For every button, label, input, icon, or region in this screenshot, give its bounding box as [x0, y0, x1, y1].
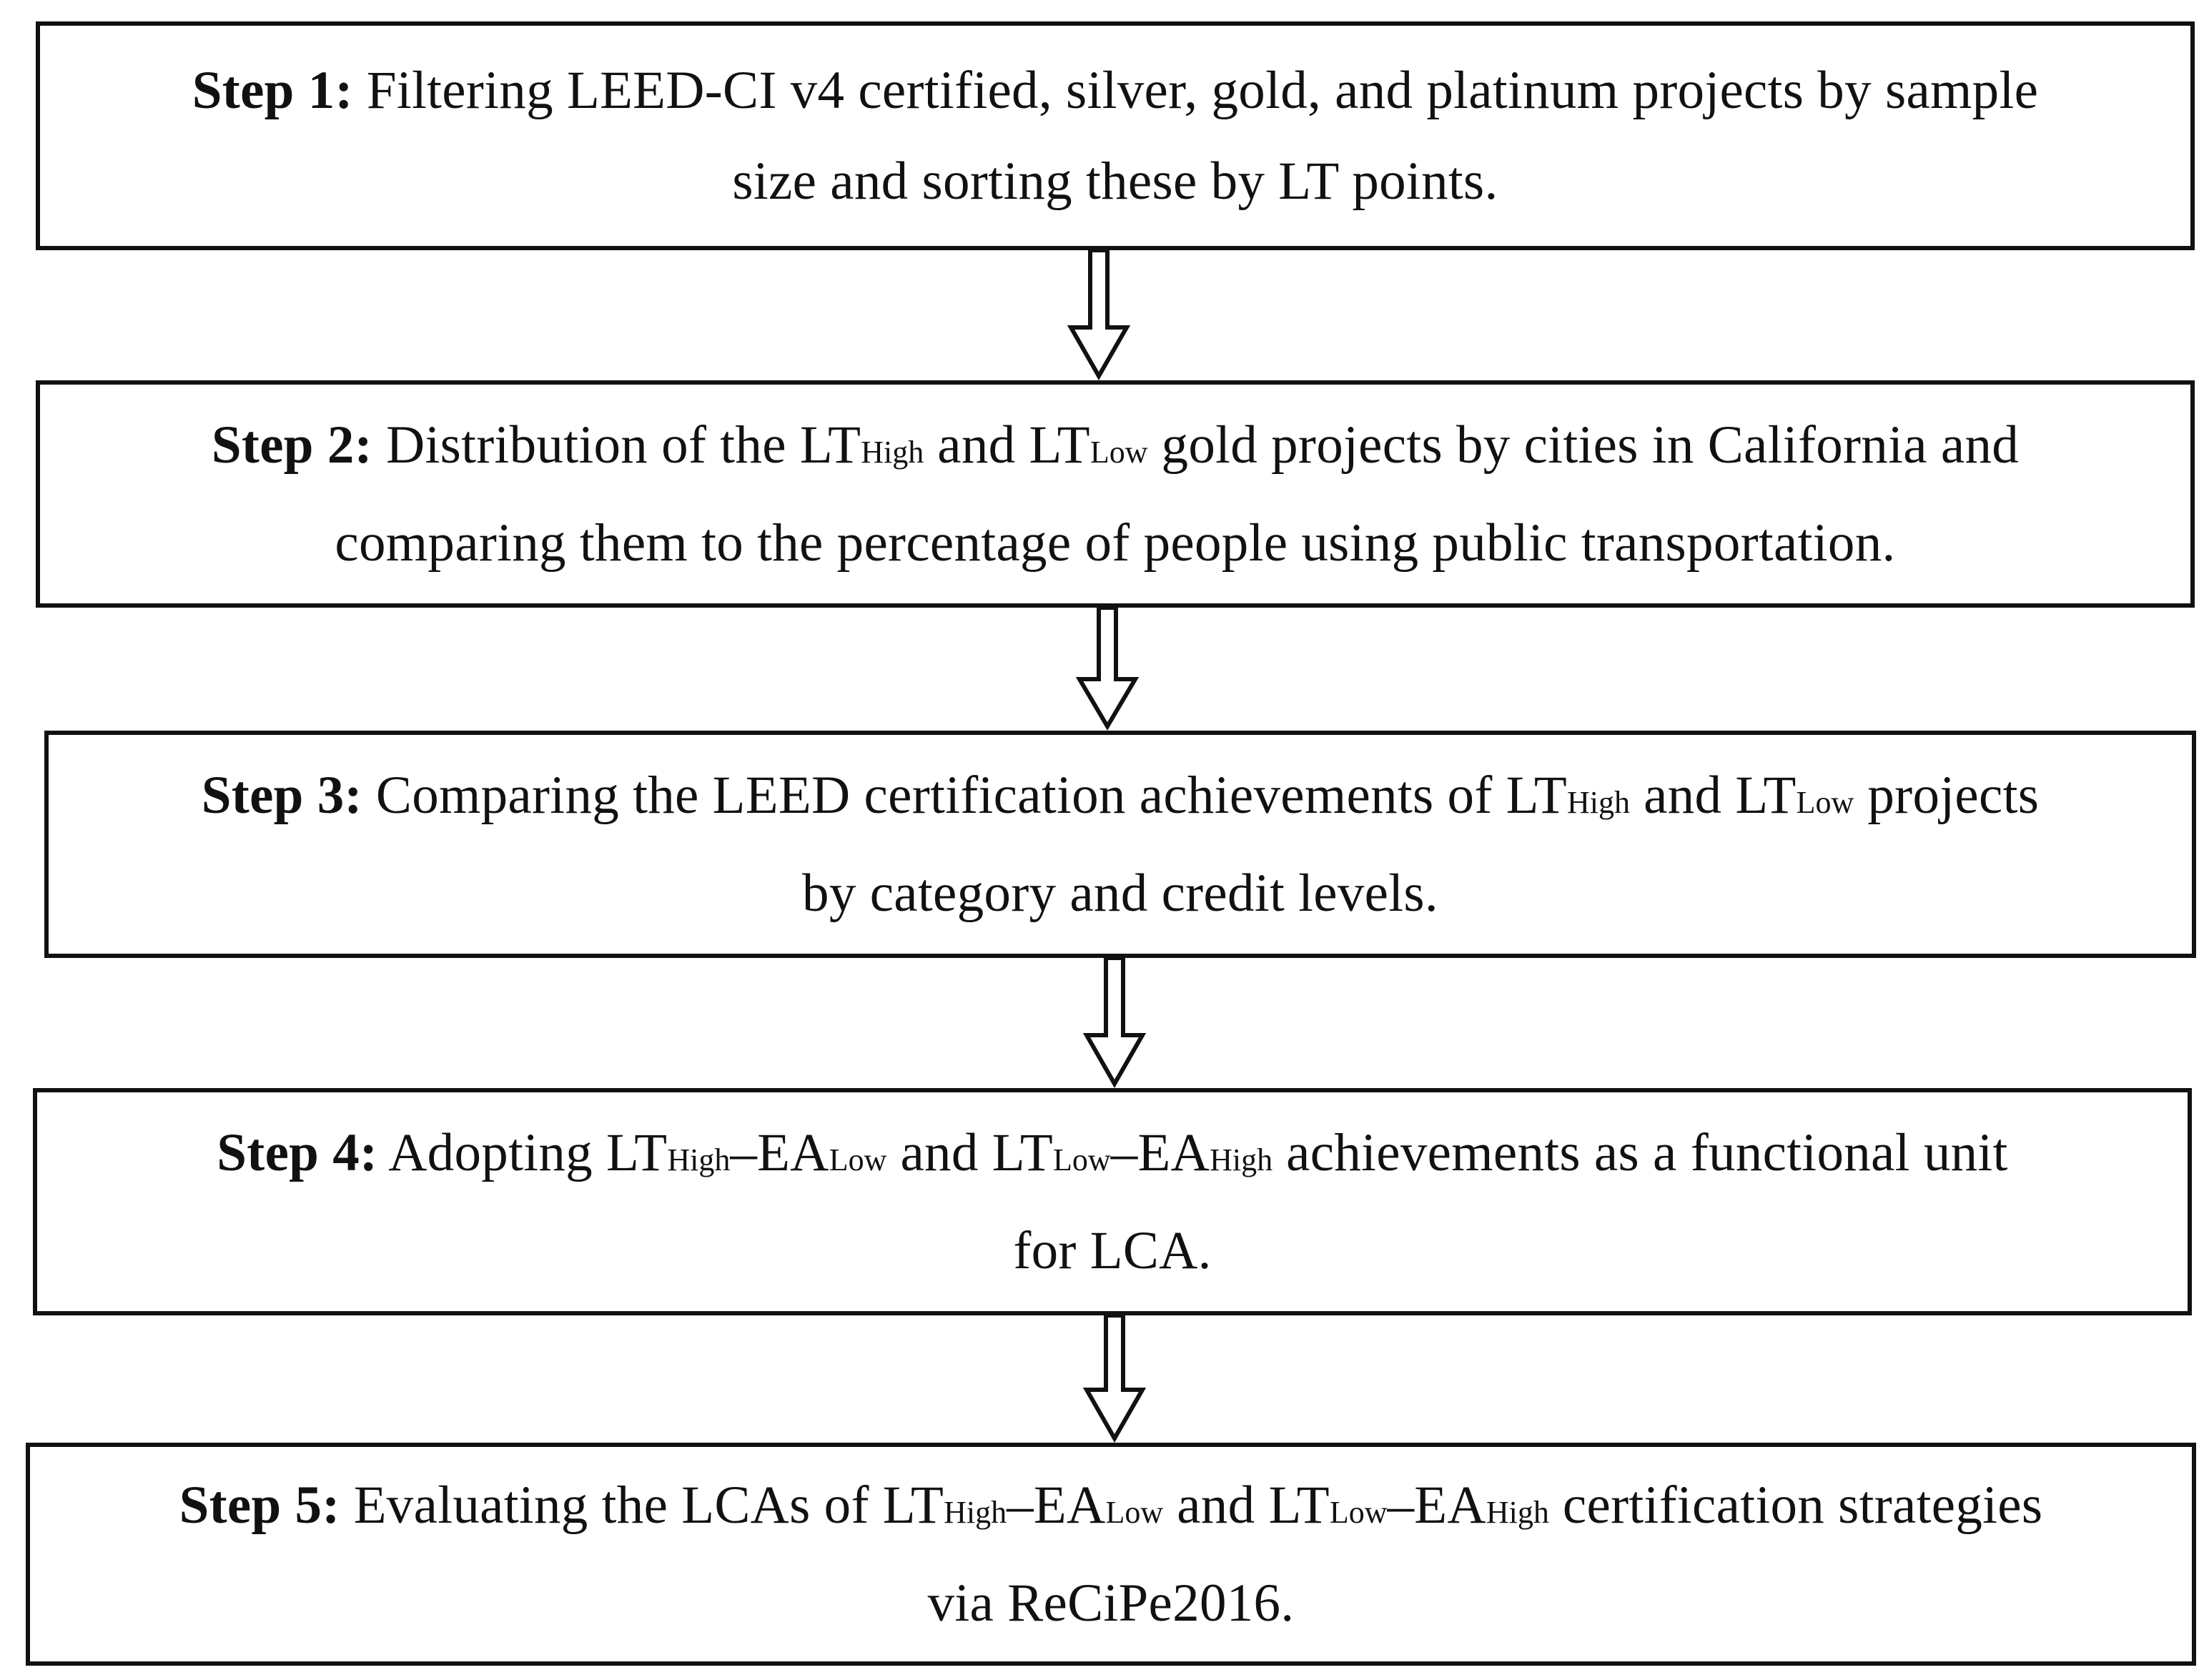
down-arrow-icon [1075, 608, 1140, 731]
step-5-line1-b: –EA [1007, 1476, 1106, 1535]
step-4-sub-high-1: High [667, 1142, 731, 1177]
step-2-sub-low: Low [1089, 435, 1148, 470]
step-4-line1-e: achievements as a functional unit [1272, 1123, 2008, 1182]
step-2-line1-b: and LT [924, 415, 1090, 475]
step-4-sub-high-2: High [1210, 1142, 1273, 1177]
step-5-line1-a: Evaluating the LCAs of LT [353, 1476, 944, 1535]
step-5-label: Step 5: [179, 1476, 340, 1535]
step-4-text [217, 1107, 2007, 1296]
step-1-text [192, 45, 2038, 227]
step-4-box [33, 1088, 2192, 1315]
step-4-label: Step 4: [217, 1123, 378, 1182]
step-3-text [202, 750, 2039, 939]
step-1-line1: Filtering LEED-CI v4 certified, silver, gold, and platinum projects by sample [366, 61, 2039, 120]
step-1-box [36, 21, 2195, 250]
step-4-sub-low-1: Low [829, 1142, 887, 1177]
step-3-label: Step 3: [201, 766, 362, 825]
step-2-line1-c: gold projects by cities in California and [1147, 415, 2020, 475]
down-arrow-icon [1067, 250, 1131, 380]
step-3-line1-c: projects [1854, 766, 2040, 825]
step-4-line2: for LCA. [1013, 1221, 1212, 1280]
step-5-line1-d: –EA [1387, 1476, 1486, 1535]
step-2-sub-high: High [861, 435, 924, 470]
step-2-box [36, 380, 2195, 608]
down-arrow-icon [1082, 958, 1147, 1088]
down-arrow-icon [1082, 1315, 1147, 1443]
step-4-line1-b: –EA [730, 1123, 829, 1182]
step-4-line1-d: –EA [1110, 1123, 1210, 1182]
step-5-line2: via ReCiPe2016. [927, 1573, 1295, 1633]
step-5-sub-high-2: High [1486, 1495, 1549, 1530]
step-2-line1-a: Distribution of the LT [385, 415, 861, 475]
step-2-text [212, 400, 2019, 588]
step-3-sub-high: High [1567, 785, 1631, 820]
step-1-line2: size and sorting these by LT points. [732, 152, 1498, 211]
step-2-label: Step 2: [211, 415, 372, 475]
step-1-label: Step 1: [192, 61, 353, 120]
step-5-box [26, 1443, 2196, 1666]
step-5-sub-low-1: Low [1105, 1495, 1164, 1530]
step-5-sub-low-2: Low [1329, 1495, 1388, 1530]
step-5-sub-high-1: High [944, 1495, 1007, 1530]
step-3-line1-b: and LT [1630, 766, 1797, 825]
step-3-line1-a: Comparing the LEED certification achievements of LT [375, 766, 1568, 825]
step-3-sub-low: Low [1796, 785, 1854, 820]
step-3-box [44, 731, 2196, 958]
step-2-line2: comparing them to the percentage of people using public transportation. [335, 513, 1896, 573]
step-5-line1-e: certification strategies [1548, 1476, 2043, 1535]
step-5-text [179, 1460, 2043, 1649]
step-3-line2: by category and credit levels. [802, 864, 1438, 923]
step-4-line1-a: Adopting LT [388, 1123, 668, 1182]
step-4-sub-low-2: Low [1053, 1142, 1111, 1177]
step-4-line1-c: and LT [886, 1123, 1054, 1182]
step-5-line1-c: and LT [1163, 1476, 1330, 1535]
